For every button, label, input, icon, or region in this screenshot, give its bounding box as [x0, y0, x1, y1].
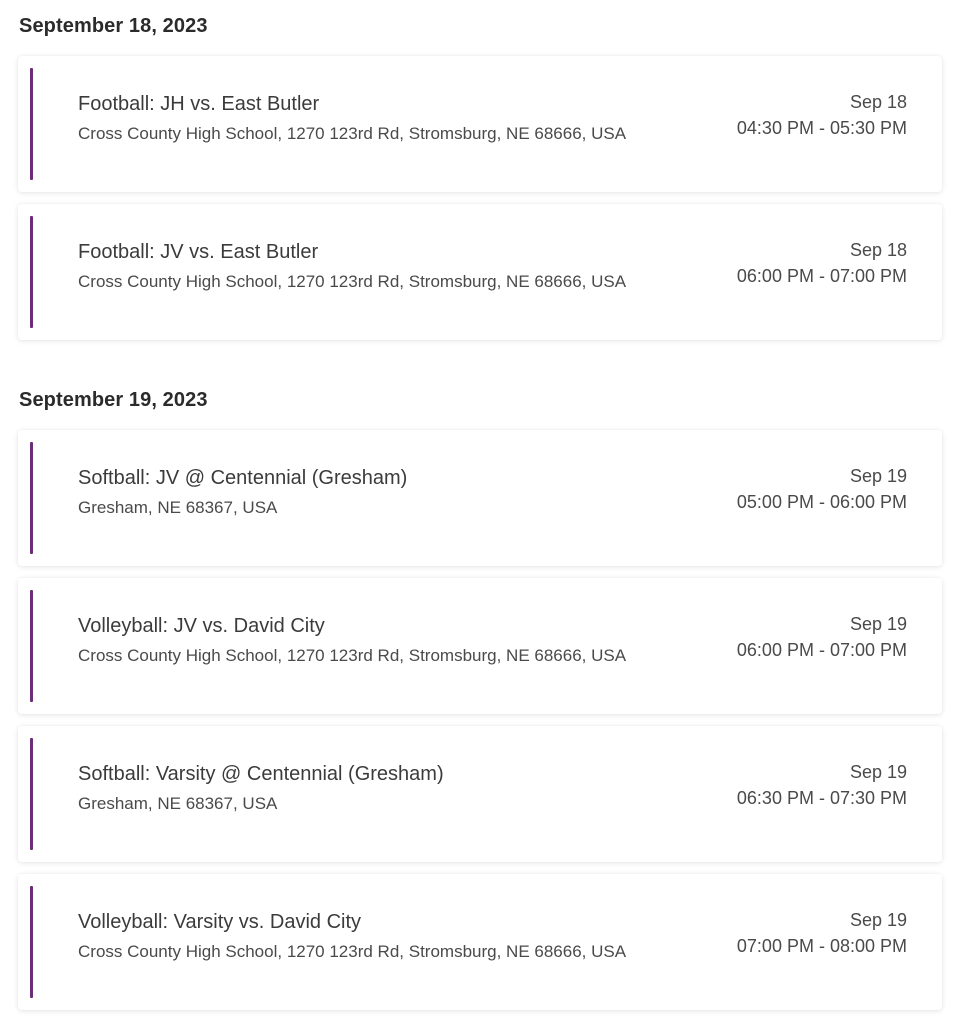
event-accent-bar: [30, 216, 33, 328]
day-group: [18, 386, 942, 1022]
event-title: Volleyball: JV vs. David City: [78, 615, 325, 637]
event-location: Cross County High School, 1270 123rd Rd, Stromsburg, NE 68666, USA: [78, 646, 627, 665]
event-time: 06:30 PM - 07:30 PM: [736, 788, 907, 808]
event-location: Cross County High School, 1270 123rd Rd, Stromsburg, NE 68666, USA: [78, 124, 627, 143]
event-title: Softball: JV @ Centennial (Gresham): [78, 467, 408, 489]
event-accent-bar: [30, 738, 33, 850]
event-date: Sep 19: [849, 762, 907, 782]
event-card[interactable]: [18, 874, 942, 1010]
event-accent-bar: [30, 590, 33, 702]
event-title: Football: JH vs. East Butler: [78, 93, 320, 115]
event-accent-bar: [30, 442, 33, 554]
event-time: 06:00 PM - 07:00 PM: [736, 266, 907, 286]
event-location: Gresham, NE 68367, USA: [78, 498, 278, 517]
event-title: Volleyball: Varsity vs. David City: [78, 911, 362, 933]
event-location: Gresham, NE 68367, USA: [78, 794, 278, 813]
event-time: 05:00 PM - 06:00 PM: [736, 492, 907, 512]
event-time: 04:30 PM - 05:30 PM: [736, 118, 907, 138]
event-date: Sep 19: [849, 910, 907, 930]
event-card[interactable]: [18, 430, 942, 566]
day-heading: September 18, 2023: [19, 15, 208, 37]
event-date: Sep 19: [849, 614, 907, 634]
day-heading: September 19, 2023: [19, 389, 208, 411]
event-date: Sep 18: [849, 92, 907, 112]
event-card[interactable]: [18, 204, 942, 340]
event-location: Cross County High School, 1270 123rd Rd, Stromsburg, NE 68666, USA: [78, 272, 627, 291]
event-time: 06:00 PM - 07:00 PM: [736, 640, 907, 660]
event-accent-bar: [30, 886, 33, 998]
event-title: Softball: Varsity @ Centennial (Gresham): [78, 763, 444, 785]
event-card[interactable]: [18, 56, 942, 192]
event-card[interactable]: [18, 726, 942, 862]
day-group: [18, 12, 942, 352]
event-time: 07:00 PM - 08:00 PM: [736, 936, 907, 956]
event-date: Sep 19: [849, 466, 907, 486]
event-card[interactable]: [18, 578, 942, 714]
event-location: Cross County High School, 1270 123rd Rd, Stromsburg, NE 68666, USA: [78, 942, 627, 961]
event-accent-bar: [30, 68, 33, 180]
event-date: Sep 18: [849, 240, 907, 260]
event-title: Football: JV vs. East Butler: [78, 241, 319, 263]
